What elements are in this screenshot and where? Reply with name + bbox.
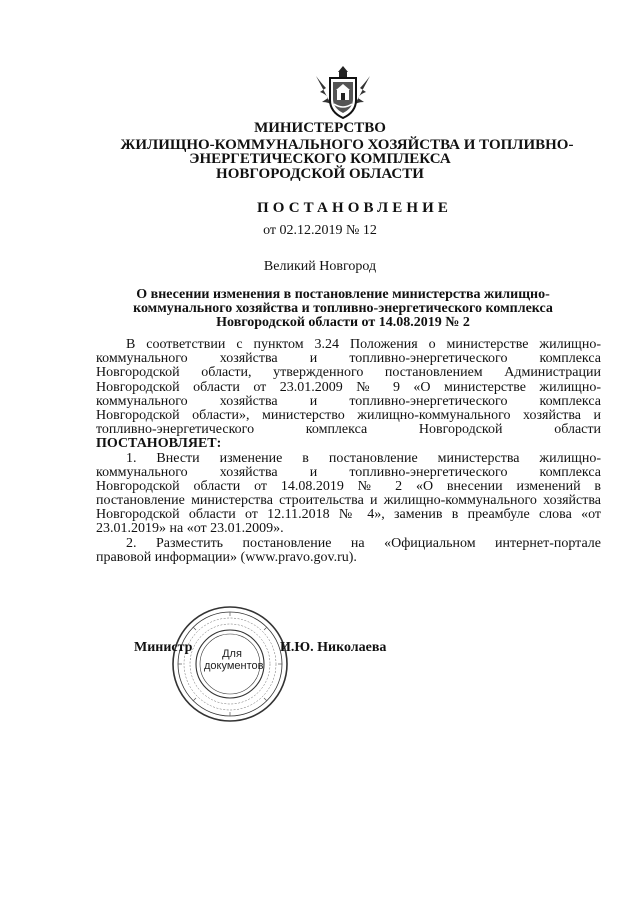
body-line: Новгородской области от 23.01.2009 № 9 «О министерстве жилищно- — [96, 379, 601, 395]
subject-line: Новгородской области от 14.08.2019 № 2 — [216, 315, 470, 330]
ministry-name-line2: ЖИЛИЩНО-КОММУНАЛЬНОГО ХОЗЯЙСТВА И ТОПЛИВНО- — [120, 137, 574, 153]
body-line: постановление министерства строительства и жилищно-коммунального хозяйства — [96, 493, 601, 509]
decree-date-number: от 02.12.2019 № 12 — [263, 223, 377, 238]
decree-body — [96, 338, 601, 565]
ministry-region: НОВГОРОДСКОЙ ОБЛАСТИ — [216, 166, 424, 182]
body-line: 23.01.2019» на «от 23.01.2009». — [96, 521, 284, 537]
resolves-word: ПОСТАНОВЛЯЕТ: — [96, 436, 222, 452]
body-line: коммунального хозяйства и топливно-энергетического комплекса — [96, 351, 601, 367]
city: Великий Новгород — [263, 259, 377, 274]
body-line: Новгородской области от 14.08.2019 № 2 «О внесении изменений в — [96, 478, 601, 494]
body-line: коммунального хозяйства и топливно-энергетического комплекса — [96, 393, 601, 409]
body-line: В соответствии с пунктом 3.24 Положения о министерстве жилищно- — [126, 337, 601, 352]
body-line: Новгородской области», министерство жилищно-коммунального хозяйства и — [96, 407, 601, 423]
coat-of-arms-icon — [312, 62, 374, 122]
ministry-name: МИНИСТЕРСТВО — [254, 120, 386, 136]
subject-line: О внесении изменения в постановление министерства жилищно- — [136, 287, 550, 302]
body-line: 2. Разместить постановление на «Официальном интернет-портале — [126, 535, 601, 551]
decree-subject — [118, 288, 568, 330]
ministry-name-line3: ЭНЕРГЕТИЧЕСКОГО КОМПЛЕКСА — [189, 151, 451, 167]
body-line: правовой информации» (www.pravo.gov.ru). — [96, 549, 357, 565]
body-line: Новгородской области от 12.11.2018 № 4», заменив в преамбуле слова «от — [96, 507, 601, 523]
body-line: топливно-энергетического комплекса Новгородской области — [96, 422, 601, 438]
seal-caption: Для документов — [204, 648, 264, 672]
signatory-name: И.Ю. Николаева — [280, 640, 387, 655]
subject-line: коммунального хозяйства и топливно-энергетического комплекса — [133, 301, 553, 316]
body-line: коммунального хозяйства и топливно-энергетического комплекса — [96, 464, 601, 480]
decree-title: ПОСТАНОВЛЕНИЕ — [257, 200, 453, 216]
body-line: Новгородской области, утвержденного постановлением Администрации — [96, 365, 601, 381]
signatory-role: Министр — [134, 640, 193, 655]
body-line: 1. Внести изменение в постановление министерства жилищно- — [126, 450, 601, 466]
